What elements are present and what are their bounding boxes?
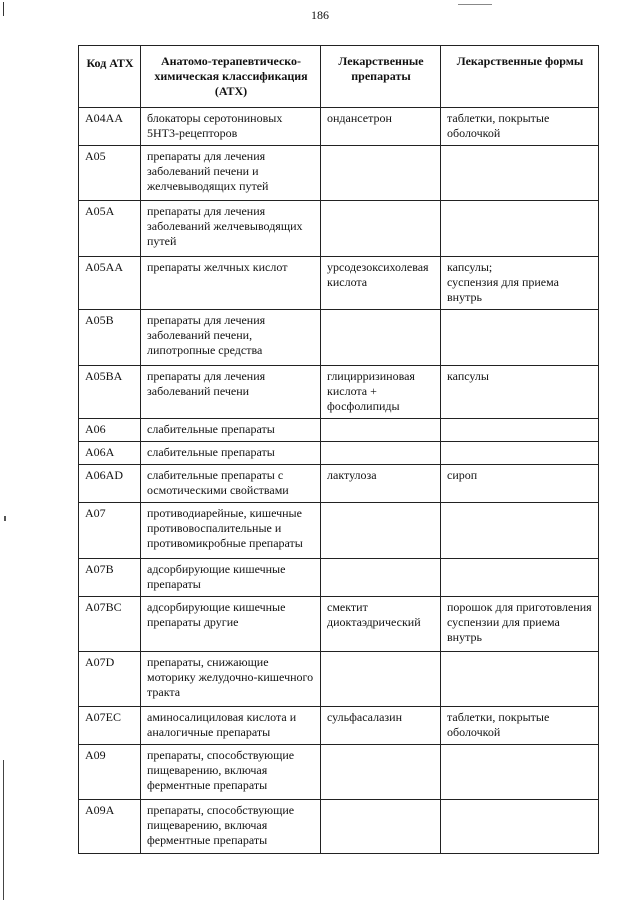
classification-cell (141, 597, 321, 652)
drug-cell (321, 465, 441, 503)
classification-cell (141, 503, 321, 559)
classification-cell (141, 146, 321, 201)
scan-edge-mark (458, 4, 492, 5)
form-cell (441, 559, 599, 597)
atx-code-cell (79, 652, 141, 707)
classification-cell (141, 465, 321, 503)
drug-cell (321, 442, 441, 465)
atx-code-cell-text: A09A (85, 803, 115, 817)
atx-code-cell-text: A07BC (85, 600, 122, 614)
drug-cell (321, 366, 441, 419)
form-cell-text: капсулы; суспензия для приема внутрь (447, 260, 559, 304)
classification-cell-text: противодиарейные, кишечные противовоспалительные и противомикробные препараты (147, 506, 303, 550)
classification-cell (141, 366, 321, 419)
atx-code-cell (79, 745, 141, 800)
atx-code-cell (79, 366, 141, 419)
form-cell (441, 366, 599, 419)
form-cell-text: сироп (447, 468, 478, 482)
table-row (79, 503, 599, 559)
form-cell (441, 108, 599, 146)
classification-cell-text: препараты желчных кислот (147, 260, 288, 274)
drug-cell (321, 597, 441, 652)
atx-code-cell (79, 442, 141, 465)
drug-cell (321, 257, 441, 310)
form-cell (441, 146, 599, 201)
form-cell-text: таблетки, покрытые оболочкой (447, 710, 550, 739)
atx-code-cell-text: A05A (85, 204, 115, 218)
atx-code-cell-text: A05B (85, 313, 114, 327)
atx-code-cell-text: A05BA (85, 369, 123, 383)
drug-cell-text: ондансетрон (327, 111, 392, 125)
classification-cell (141, 201, 321, 257)
atx-code-cell (79, 503, 141, 559)
scan-edge-mark (3, 760, 4, 900)
table-row (79, 201, 599, 257)
form-cell (441, 800, 599, 854)
table-row (79, 108, 599, 146)
classification-cell (141, 442, 321, 465)
classification-cell-text: адсорбирующие кишечные препараты другие (147, 600, 286, 629)
atx-code-cell (79, 310, 141, 366)
drug-cell-text: сульфасалазин (327, 710, 403, 724)
atx-code-cell-text: A07D (85, 655, 115, 669)
atx-code-cell (79, 419, 141, 442)
drug-cell (321, 419, 441, 442)
atx-code-cell (79, 201, 141, 257)
form-cell (441, 257, 599, 310)
page-number: 186 (311, 8, 329, 22)
atx-code-cell-text: A04AA (85, 111, 123, 125)
table-row (79, 310, 599, 366)
classification-cell (141, 108, 321, 146)
form-cell (441, 652, 599, 707)
atx-code-cell (79, 465, 141, 503)
classification-cell-text: препараты для лечения заболеваний желчевыводящих путей (147, 204, 303, 248)
header-code: Код АТХ (79, 46, 141, 108)
classification-cell-text: слабительные препараты (147, 422, 275, 436)
header-forms: Лекарственные формы (441, 46, 599, 108)
form-cell (441, 745, 599, 800)
header-drugs: Лекарственные препараты (321, 46, 441, 108)
atx-code-cell (79, 559, 141, 597)
classification-cell-text: препараты, способствующие пищеварению, включая ферментные препараты (147, 748, 295, 792)
classification-cell-text: адсорбирующие кишечные препараты (147, 562, 286, 591)
classification-cell-text: препараты для лечения заболеваний печени (147, 369, 266, 398)
atx-code-cell-text: A05 (85, 149, 106, 163)
classification-cell (141, 800, 321, 854)
drug-cell-text: лактулоза (327, 468, 377, 482)
classification-cell (141, 745, 321, 800)
atx-code-cell-text: A05AA (85, 260, 123, 274)
form-cell (441, 442, 599, 465)
table-row (79, 559, 599, 597)
form-cell-text: капсулы (447, 369, 489, 383)
classification-cell-text: препараты, снижающие моторику желудочно-кишечного тракта (147, 655, 314, 699)
drug-cell (321, 201, 441, 257)
table-row (79, 745, 599, 800)
table-row (79, 800, 599, 854)
classification-cell (141, 652, 321, 707)
drug-cell-text: урсодезоксихолевая кислота (327, 260, 429, 289)
classification-cell-text: препараты, способствующие пищеварению, включая ферментные препараты (147, 803, 295, 847)
classification-cell (141, 707, 321, 745)
classification-cell-text: слабительные препараты (147, 445, 275, 459)
table-row (79, 366, 599, 419)
drug-cell (321, 652, 441, 707)
drug-cell (321, 745, 441, 800)
form-cell (441, 201, 599, 257)
atx-code-cell (79, 800, 141, 854)
form-cell (441, 597, 599, 652)
classification-cell-text: слабительные препараты с осмотическими свойствами (147, 468, 289, 497)
classification-cell (141, 559, 321, 597)
atx-code-cell-text: A07 (85, 506, 106, 520)
atx-code-cell-text: A07EC (85, 710, 121, 724)
scan-edge-mark (4, 516, 6, 521)
drug-cell (321, 310, 441, 366)
atx-code-cell (79, 108, 141, 146)
drug-cell (321, 146, 441, 201)
classification-cell (141, 310, 321, 366)
atx-code-cell (79, 597, 141, 652)
table-row (79, 146, 599, 201)
header-classification: Анатомо-терапевтическо-химическая классификация (АТХ) (141, 46, 321, 108)
drug-cell (321, 108, 441, 146)
atx-code-cell-text: A06A (85, 445, 115, 459)
atx-code-cell-text: A06 (85, 422, 106, 436)
atx-code-cell (79, 146, 141, 201)
table-row (79, 419, 599, 442)
form-cell (441, 503, 599, 559)
table-row (79, 652, 599, 707)
atx-code-cell (79, 707, 141, 745)
form-cell (441, 419, 599, 442)
classification-cell-text: препараты для лечения заболеваний печени, липотропные средства (147, 313, 266, 357)
atx-code-cell (79, 257, 141, 310)
table-row (79, 442, 599, 465)
classification-cell-text: аминосалициловая кислота и аналогичные препараты (147, 710, 297, 739)
classification-cell (141, 419, 321, 442)
drug-cell-text: смектит диоктаэдрический (327, 600, 421, 629)
drug-cell (321, 707, 441, 745)
atx-code-cell-text: A06AD (85, 468, 123, 482)
table-row (79, 707, 599, 745)
form-cell-text: таблетки, покрытые оболочкой (447, 111, 550, 140)
table-row (79, 597, 599, 652)
form-cell (441, 310, 599, 366)
table-row (79, 465, 599, 503)
drug-cell (321, 559, 441, 597)
form-cell-text: порошок для приготовления суспензии для приема внутрь (447, 600, 592, 644)
drug-cell-text: глицирризиновая кислота + фосфолипиды (327, 369, 415, 413)
atx-table (78, 45, 599, 854)
classification-cell-text: препараты для лечения заболеваний печени и желчевыводящих путей (147, 149, 269, 193)
classification-cell-text: блокаторы серотониновых 5НТ3-рецепторов (147, 111, 283, 140)
atx-code-cell-text: A07B (85, 562, 114, 576)
drug-cell (321, 503, 441, 559)
atx-code-cell-text: A09 (85, 748, 106, 762)
classification-cell (141, 257, 321, 310)
table-header-row (79, 46, 599, 108)
form-cell (441, 465, 599, 503)
table-row (79, 257, 599, 310)
form-cell (441, 707, 599, 745)
drug-cell (321, 800, 441, 854)
